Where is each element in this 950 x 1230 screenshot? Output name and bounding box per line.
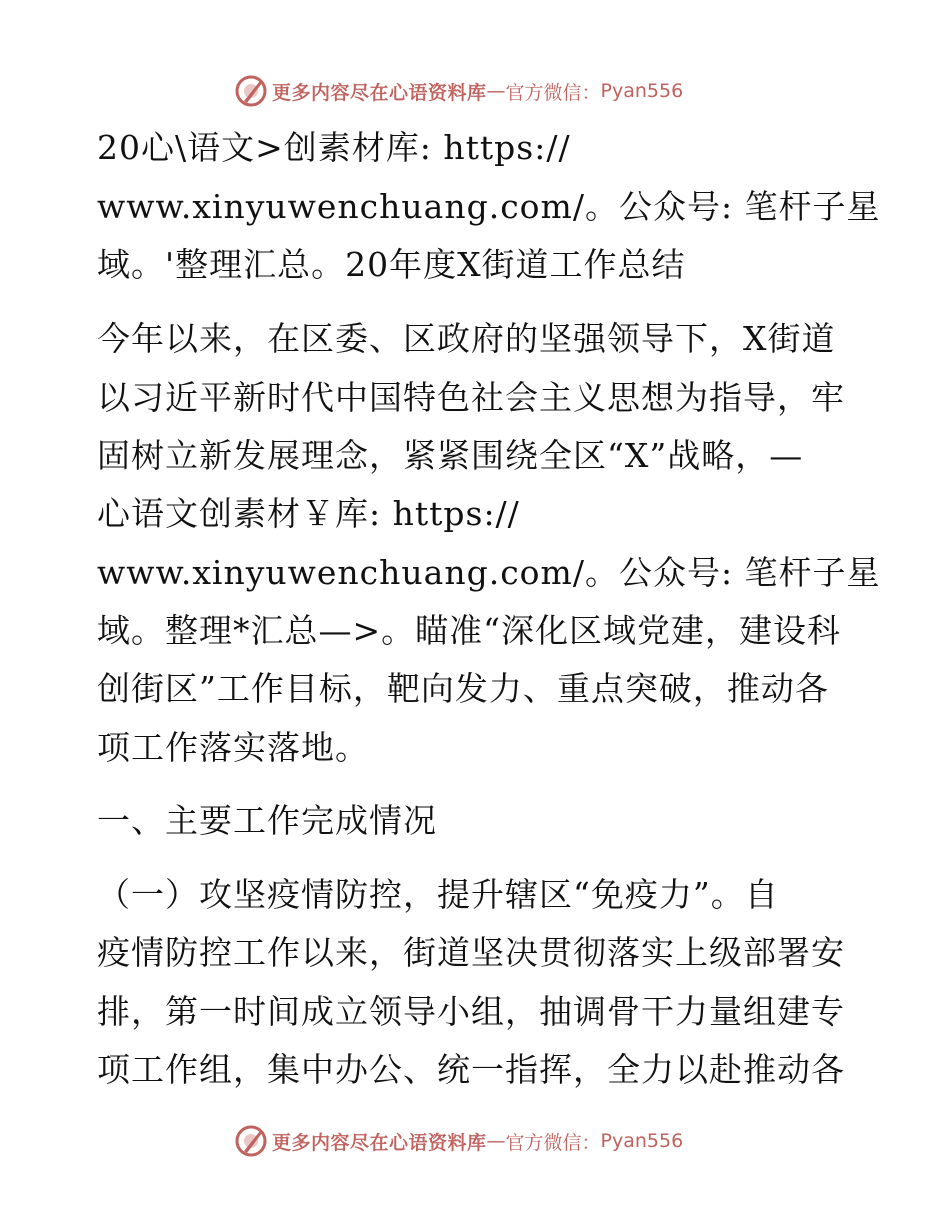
footer-banner [234,1121,683,1161]
banner-wechat-id: Pyan556 [600,1130,684,1152]
banner-wechat-id: Pyan556 [600,80,684,102]
brand-logo-icon [234,74,268,108]
text-line: 20心\语文>创素材库: https:// [97,128,571,167]
text-line: 项工作落实落地。 [97,728,369,767]
banner-subtitle: 官方微信： [505,81,601,104]
text-line: www.xinyuwenchuang.com/。公众号: 笔杆子星 [97,187,881,226]
text-line: 固树立新发展理念，紧紧围绕全区“X”战略，— [97,436,804,475]
text-line: 域。'整理汇总。20年度X街道工作总结 [97,245,686,284]
text-line: www.xinyuwenchuang.com/。公众号: 笔杆子星 [97,553,881,592]
text-line: 以习近平新时代中国特色社会主义思想为指导，牢 [97,378,845,417]
text-line: 疫情防控工作以来，街道坚决贯彻落实上级部署安 [97,933,845,972]
banner-dash: — [486,80,506,102]
text-line: 今年以来，在区委、区政府的坚强领导下，X街道 [97,319,836,358]
banner-text: 更多内容尽在心语资料库 [272,1131,487,1154]
text-line: 心语文创素材￥库: https:// [97,494,520,533]
text-line: 创街区”工作目标，靶向发力、重点突破，推动各 [97,669,829,708]
banner-text: 更多内容尽在心语资料库 [272,81,487,104]
text-line: （一）攻坚疫情防控，提升辖区“免疫力”。自 [97,875,779,914]
text-line: 排，第一时间成立领导小组，抽调骨干力量组建专 [97,992,845,1031]
banner-subtitle: 官方微信： [505,1131,601,1154]
header-banner [234,71,683,111]
section-heading: 一、主要工作完成情况 [97,801,437,840]
banner-dash: — [486,1130,506,1152]
text-line: 项工作组，集中办公、统一指挥，全力以赴推动各 [97,1050,845,1089]
text-line: 域。整理*汇总—>。瞄准“深化区域党建，建设科 [97,611,842,650]
brand-logo-icon [234,1124,268,1158]
